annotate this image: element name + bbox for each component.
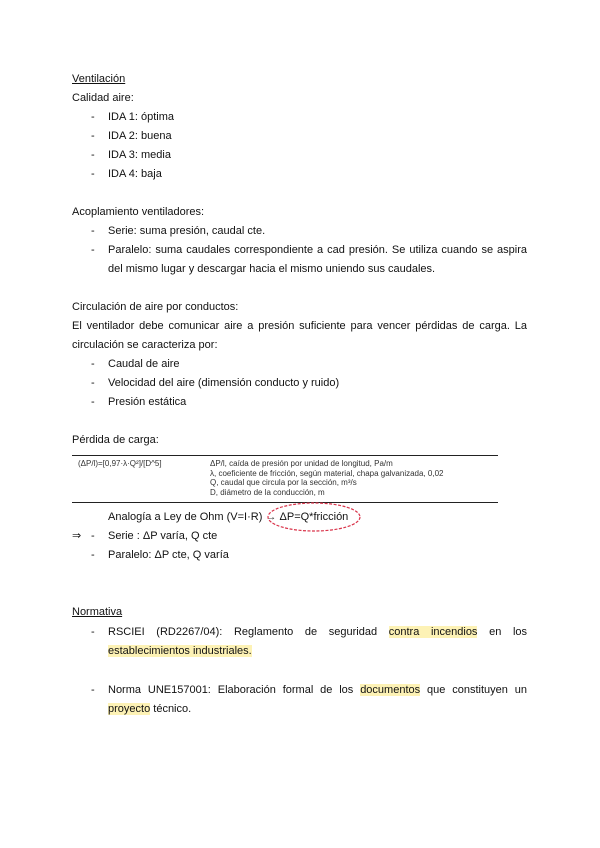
perdida-label: Pérdida de carga: — [72, 434, 159, 446]
section-heading-ventilacion: Ventilación — [72, 73, 126, 85]
bullet-dash: - — [91, 396, 95, 408]
list-item: Presión estática — [108, 396, 187, 408]
list-item: IDA 3: media — [108, 149, 171, 161]
list-item: IDA 1: óptima — [108, 111, 175, 123]
implies-arrow-icon: ⇒ — [72, 530, 82, 542]
bullet-dash: - — [91, 244, 95, 256]
bullet-dash: - — [91, 225, 95, 237]
bullet-dash: - — [91, 130, 95, 142]
circulacion-label: Circulación de aire por conductos: — [72, 301, 239, 313]
list-item: Velocidad del aire (dimensión conducto y ruido) — [108, 377, 340, 389]
highlighted-text: proyecto — [108, 703, 151, 715]
list-item: Paralelo: ΔP cte, Q varía — [108, 549, 229, 561]
arrow-right-icon: → — [265, 511, 277, 523]
list-item: IDA 4: baja — [108, 168, 162, 180]
bullet-dash: - — [91, 168, 95, 180]
list-item: Paralelo: suma caudales correspondiente a cad presión. Se utiliza cuando se aspira — [108, 244, 527, 256]
bullet-dash: - — [91, 549, 95, 561]
une-text-end: que constituyen un — [427, 684, 527, 696]
paragraph-line: El ventilador debe comunicar aire a presión suficiente para vencer pérdidas de carga. La — [72, 320, 527, 332]
list-item — [108, 683, 527, 697]
highlighted-text: documentos — [360, 684, 421, 696]
formula-definition: ΔP/l, caída de presión por unidad de longitud, Pa/m — [210, 459, 393, 468]
section-heading-normativa: Normativa — [72, 606, 123, 618]
paragraph-line: circulación se caracteriza por: — [72, 339, 218, 351]
list-item: Caudal de aire — [108, 358, 180, 370]
calidad-label: Calidad aire: — [72, 92, 134, 104]
list-item: IDA 2: buena — [108, 130, 172, 142]
analogia-text: Analogía a Ley de Ohm (V=I·R) — [108, 511, 263, 523]
formula-definition: Q, caudal que circula por la sección, m³/s — [210, 478, 357, 487]
list-item: Serie: suma presión, caudal cte. — [108, 225, 266, 237]
list-item-continuation — [108, 702, 191, 716]
bullet-dash: - — [91, 358, 95, 370]
formula-image — [72, 455, 498, 503]
highlighted-text: establecimientos industriales. — [108, 645, 252, 657]
analogia-circled-text: ΔP=Q*fricción — [279, 511, 349, 523]
bullet-dash: - — [91, 684, 95, 696]
bullet-dash: - — [91, 626, 95, 638]
formula-expression: (ΔP/l)=[0,97·λ·Q²]/[D^5] — [78, 459, 162, 468]
formula-definition: λ, coeficiente de fricción, según material, chapa galvanizada, 0,02 — [210, 468, 444, 478]
list-item-continuation: del mismo lugar y descargar hacia el mismo uniendo sus caudales. — [108, 263, 436, 275]
rsciei-text-end: en los — [489, 626, 528, 638]
highlighted-text: contra incendios — [388, 626, 478, 638]
list-item-continuation — [108, 644, 252, 658]
bullet-dash: - — [91, 111, 95, 123]
formula-definitions — [210, 459, 443, 497]
une-text-line2: técnico. — [153, 703, 192, 715]
une-text: Norma UNE157001: Elaboración formal de los — [108, 684, 354, 696]
rsciei-text: RSCIEI (RD2267/04): Reglamento de seguridad — [108, 626, 378, 638]
bullet-dash: - — [91, 149, 95, 161]
analogia-line — [108, 510, 348, 524]
bullet-dash: - — [91, 530, 95, 542]
acoplamiento-label: Acoplamiento ventiladores: — [72, 206, 205, 218]
bullet-dash: - — [91, 377, 95, 389]
list-item: Serie : ΔP varía, Q cte — [108, 530, 218, 542]
list-item — [108, 625, 527, 639]
formula-definition: D, diámetro de la conducción, m — [210, 487, 325, 497]
